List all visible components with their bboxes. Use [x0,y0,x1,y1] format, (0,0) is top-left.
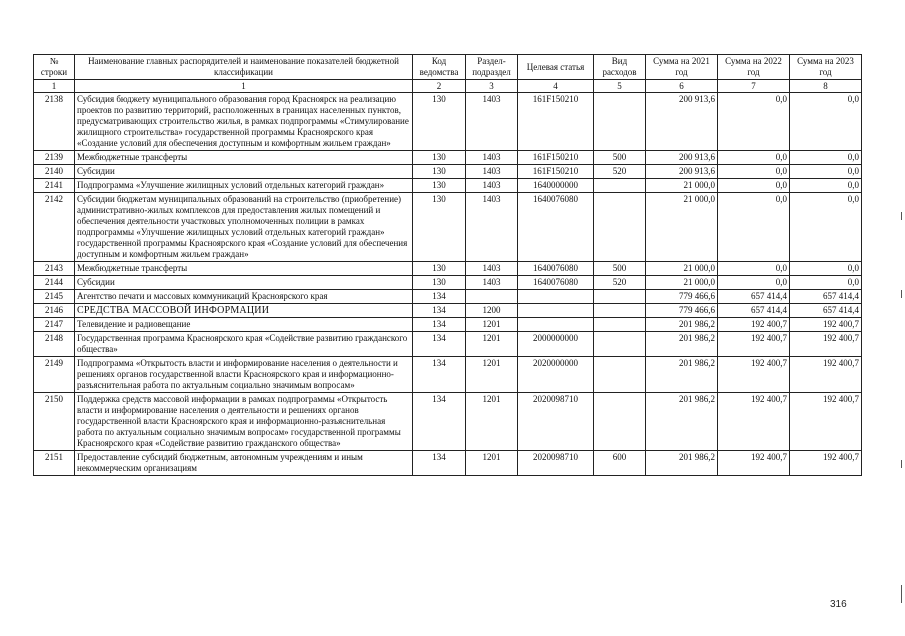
row-sum-2022: 192 400,7 [718,318,790,332]
table-row [34,304,862,318]
row-number: 2151 [34,451,75,476]
budget-page [33,54,861,476]
table-row [34,262,862,276]
row-sum-2021: 201 986,2 [646,451,718,476]
row-sum-2023: 657 414,4 [790,290,862,304]
row-code: 130 [413,193,466,262]
row-sum-2021: 200 913,6 [646,165,718,179]
row-section: 1403 [466,262,518,276]
scan-edge-mark [901,460,902,468]
row-sum-2022: 0,0 [718,262,790,276]
row-target [518,318,594,332]
row-code: 130 [413,179,466,193]
row-sum-2021: 201 986,2 [646,318,718,332]
row-sum-2023: 192 400,7 [790,318,862,332]
row-section: 1403 [466,93,518,151]
row-code: 134 [413,304,466,318]
row-sum-2021: 200 913,6 [646,93,718,151]
row-number: 2143 [34,262,75,276]
row-name: Субсидии [75,276,413,290]
row-type: 600 [594,451,646,476]
row-sum-2023: 0,0 [790,93,862,151]
table-row [34,318,862,332]
row-section: 1403 [466,151,518,165]
row-name: Телевидение и радиовещание [75,318,413,332]
row-number: 2148 [34,332,75,357]
header-sum-2021: Сумма на 2021 год [646,55,718,80]
row-code: 134 [413,290,466,304]
row-type [594,393,646,451]
row-name: Поддержка средств массовой информации в рамках подпрограммы «Открытость власти и информирование населения о деятельности и решениях органов государственной власти Красноярского края и информационно-разъяснительная работа по актуальным социально значимым вопросам» государственной программы Красноярского края «Содействие развитию гражданского общества» [75,393,413,451]
row-code: 130 [413,151,466,165]
table-body [34,93,862,476]
row-code: 130 [413,93,466,151]
row-section: 1201 [466,318,518,332]
table-row [34,193,862,262]
row-section: 1201 [466,451,518,476]
column-number: 2 [413,80,466,93]
row-number: 2142 [34,193,75,262]
row-sum-2021: 779 466,6 [646,304,718,318]
row-name: Предоставление субсидий бюджетным, автономным учреждениям и иным некоммерческим организациям [75,451,413,476]
row-sum-2022: 0,0 [718,165,790,179]
row-name: Межбюджетные трансферты [75,151,413,165]
row-type: 520 [594,276,646,290]
row-sum-2023: 192 400,7 [790,393,862,451]
row-type: 520 [594,165,646,179]
row-name: Подпрограмма «Улучшение жилищных условий отдельных категорий граждан» [75,179,413,193]
header-section: Раздел-подраздел [466,55,518,80]
table-row [34,93,862,151]
column-number: 3 [466,80,518,93]
column-number: 6 [646,80,718,93]
row-section: 1403 [466,276,518,290]
row-sum-2022: 192 400,7 [718,393,790,451]
row-sum-2023: 0,0 [790,179,862,193]
row-number: 2150 [34,393,75,451]
row-code: 134 [413,451,466,476]
row-sum-2022: 192 400,7 [718,451,790,476]
row-type [594,93,646,151]
row-sum-2023: 0,0 [790,165,862,179]
row-type [594,304,646,318]
row-target: 1640076080 [518,276,594,290]
row-number: 2141 [34,179,75,193]
row-name: Подпрограмма «Открытость власти и информирование населения о деятельности и решениях органов государственной власти Красноярского края и информационно-разъяснительная работа по актуальным социально значимым вопросам» [75,357,413,393]
row-sum-2023: 0,0 [790,193,862,262]
row-name: Агентство печати и массовых коммуникаций Красноярского края [75,290,413,304]
column-number: 4 [518,80,594,93]
table-row [34,290,862,304]
row-type [594,290,646,304]
row-sum-2023: 192 400,7 [790,357,862,393]
row-target: 161F150210 [518,151,594,165]
row-type: 500 [594,262,646,276]
page-number: 316 [830,599,847,610]
row-sum-2022: 0,0 [718,93,790,151]
row-name: Субсидии бюджетам муниципальных образований на строительство (приобретение) административно-жилых комплексов для предоставления жилых помещений и обеспечения деятельности участковых уполномоченных полиции в рамках подпрограммы «Улучшение жилищных условий отдельных категорий граждан» государственной программы Красноярского края «Создание условий для обеспечения доступным и комфортным жильем граждан» [75,193,413,262]
column-number: 5 [594,80,646,93]
row-name: Субсидия бюджету муниципального образования город Красноярск на реализацию проектов по развитию территорий, расположенных в границах населенных пунктов, предусматривающих строительство жилья, в рамках подпрограммы «Стимулирование жилищного строительства» государственной программы Красноярского края «Создание условий для обеспечения доступным и комфортным жильем граждан» [75,93,413,151]
row-sum-2023: 0,0 [790,276,862,290]
table-row [34,393,862,451]
header-sum-2022: Сумма на 2022 год [718,55,790,80]
table-row [34,151,862,165]
row-target: 1640000000 [518,179,594,193]
row-number: 2144 [34,276,75,290]
row-sum-2022: 657 414,4 [718,304,790,318]
row-section: 1201 [466,393,518,451]
row-sum-2021: 201 986,2 [646,332,718,357]
row-name: СРЕДСТВА МАССОВОЙ ИНФОРМАЦИИ [75,304,413,318]
row-sum-2023: 0,0 [790,262,862,276]
row-sum-2023: 657 414,4 [790,304,862,318]
row-sum-2021: 21 000,0 [646,276,718,290]
row-target [518,304,594,318]
row-sum-2022: 0,0 [718,179,790,193]
scan-edge-mark [901,212,902,220]
row-name: Субсидии [75,165,413,179]
row-code: 134 [413,318,466,332]
row-sum-2021: 200 913,6 [646,151,718,165]
header-row-no: № строки [34,55,75,80]
row-target: 161F150210 [518,93,594,151]
row-sum-2023: 0,0 [790,151,862,165]
row-code: 134 [413,332,466,357]
column-number-row [34,80,862,93]
row-target: 2020098710 [518,451,594,476]
row-section: 1201 [466,357,518,393]
row-section: 1201 [466,332,518,357]
table-row [34,276,862,290]
row-target: 161F150210 [518,165,594,179]
row-sum-2021: 21 000,0 [646,262,718,276]
header-name: Наименование главных распорядителей и наименование показателей бюджетной классификации [75,55,413,80]
table-row [34,332,862,357]
scan-edge-mark [901,585,902,603]
row-section: 1403 [466,179,518,193]
table-row [34,357,862,393]
row-number: 2139 [34,151,75,165]
row-type [594,332,646,357]
row-number: 2146 [34,304,75,318]
row-number: 2145 [34,290,75,304]
row-code: 130 [413,165,466,179]
row-section: 1403 [466,165,518,179]
row-section [466,290,518,304]
row-target [518,290,594,304]
budget-table [33,54,862,476]
column-number: 1 [75,80,413,93]
column-number: 1 [34,80,75,93]
header-target: Целевая статья [518,55,594,80]
header-type: Вид расходов [594,55,646,80]
row-sum-2021: 201 986,2 [646,393,718,451]
row-code: 134 [413,357,466,393]
row-target: 1640076080 [518,262,594,276]
row-name: Межбюджетные трансферты [75,262,413,276]
row-target: 2020000000 [518,357,594,393]
row-sum-2023: 192 400,7 [790,332,862,357]
column-number: 7 [718,80,790,93]
scan-edge-mark [901,290,902,298]
row-target: 2000000000 [518,332,594,357]
row-name: Государственная программа Красноярского края «Содействие развитию гражданского общества» [75,332,413,357]
row-sum-2023: 192 400,7 [790,451,862,476]
header-code: Код ведомства [413,55,466,80]
table-row [34,179,862,193]
row-section: 1403 [466,193,518,262]
row-sum-2022: 657 414,4 [718,290,790,304]
header-sum-2023: Сумма на 2023 год [790,55,862,80]
row-section: 1200 [466,304,518,318]
row-code: 130 [413,276,466,290]
table-row [34,165,862,179]
row-type [594,193,646,262]
row-number: 2147 [34,318,75,332]
row-target: 1640076080 [518,193,594,262]
row-number: 2149 [34,357,75,393]
row-target: 2020098710 [518,393,594,451]
row-sum-2021: 779 466,6 [646,290,718,304]
row-type [594,318,646,332]
row-number: 2138 [34,93,75,151]
row-code: 130 [413,262,466,276]
row-sum-2022: 0,0 [718,151,790,165]
row-code: 134 [413,393,466,451]
row-sum-2022: 192 400,7 [718,332,790,357]
row-number: 2140 [34,165,75,179]
row-type [594,179,646,193]
row-sum-2022: 192 400,7 [718,357,790,393]
column-number: 8 [790,80,862,93]
row-sum-2021: 21 000,0 [646,179,718,193]
table-header-row [34,55,862,80]
row-type [594,357,646,393]
row-type: 500 [594,151,646,165]
row-sum-2022: 0,0 [718,193,790,262]
table-row [34,451,862,476]
row-sum-2021: 21 000,0 [646,193,718,262]
row-sum-2022: 0,0 [718,276,790,290]
row-sum-2021: 201 986,2 [646,357,718,393]
